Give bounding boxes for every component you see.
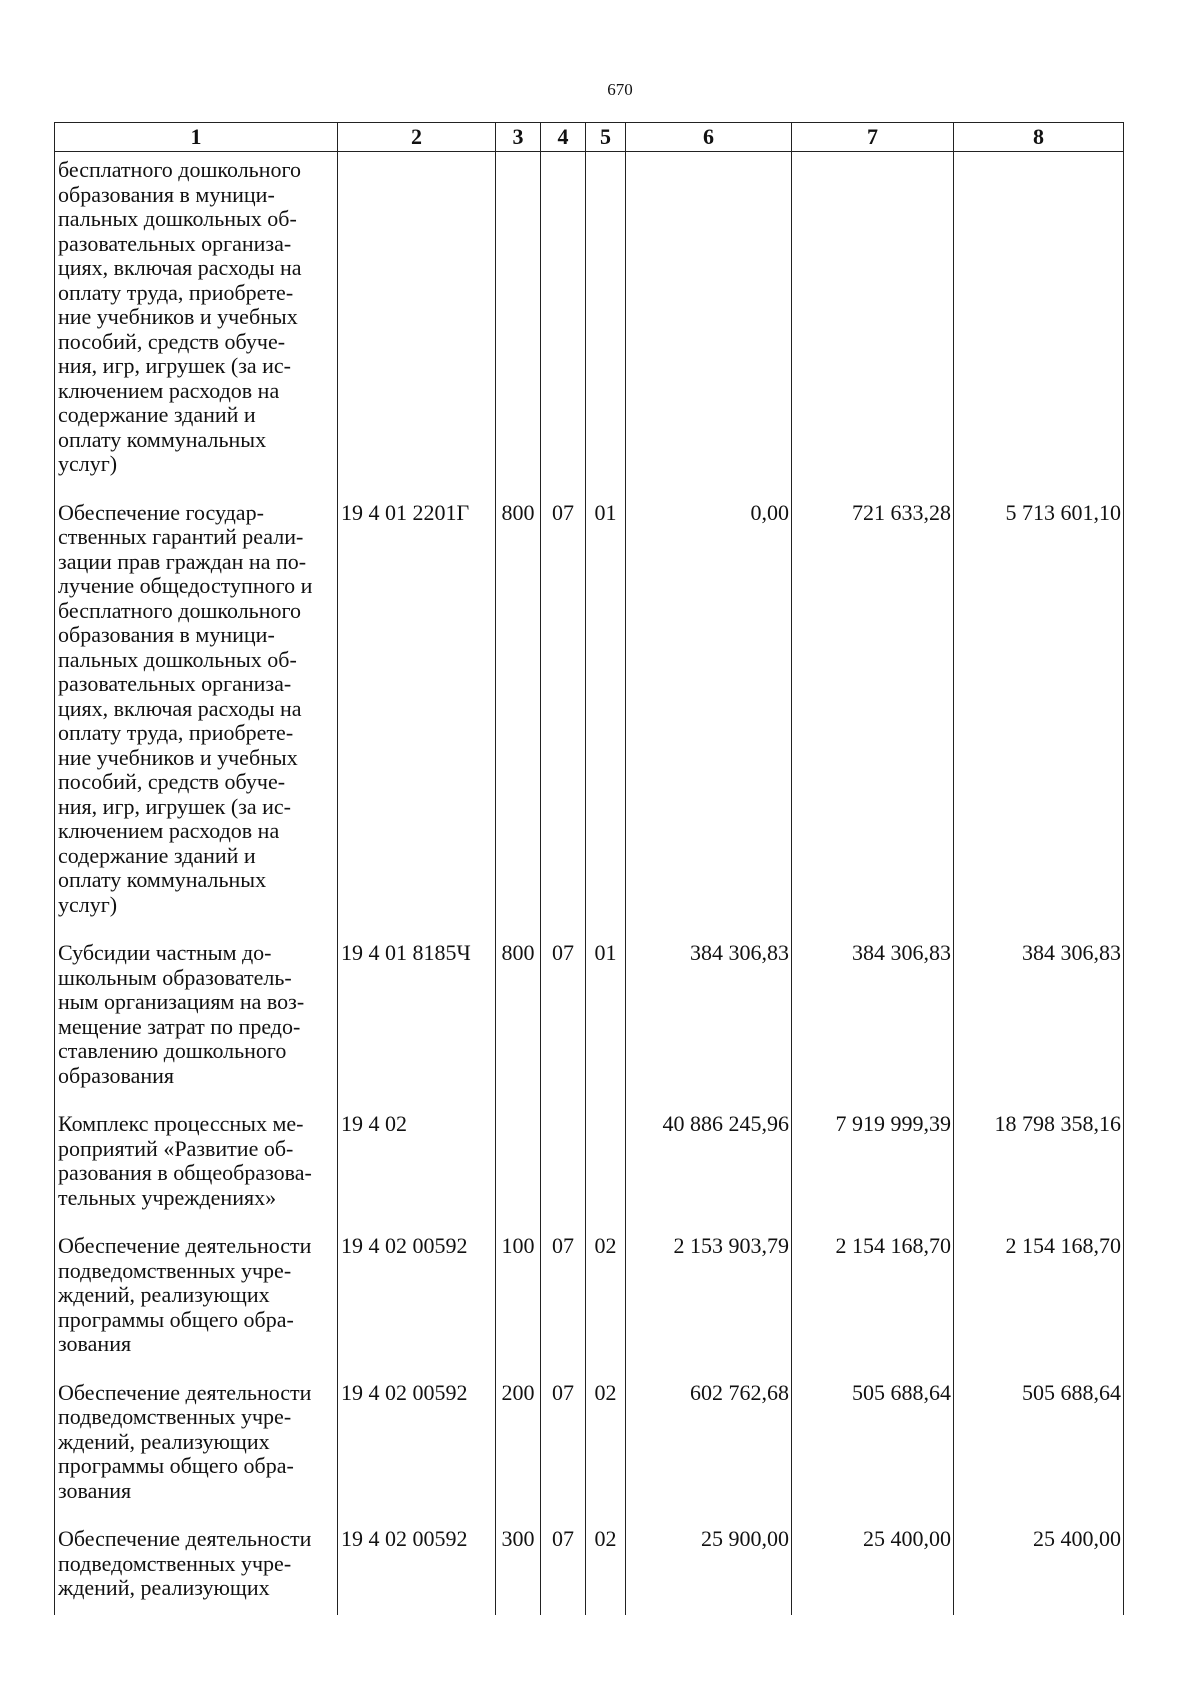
cell-subsection: 02: [586, 1523, 626, 1615]
cell-code: [338, 152, 496, 497]
cell-expense-type: 100: [496, 1230, 541, 1377]
cell-subsection: [586, 152, 626, 497]
column-header-7: 7: [792, 123, 954, 152]
cell-amount-7: 25 400,00: [792, 1523, 954, 1615]
cell-amount-6: 0,00: [626, 497, 792, 938]
cell-expense-type: 300: [496, 1523, 541, 1615]
cell-amount-8: 384 306,83: [954, 937, 1124, 1108]
cell-section: [541, 1108, 586, 1230]
cell-name: Обеспечение деятельности подведомственных учре- ждений, реализующих: [55, 1523, 338, 1615]
column-header-6: 6: [626, 123, 792, 152]
cell-code: 19 4 02 00592: [338, 1523, 496, 1615]
cell-amount-7: 7 919 999,39: [792, 1108, 954, 1230]
cell-name: Обеспечение деятельности подведомственных учре- ждений, реализующих программы общего обра- зования: [55, 1230, 338, 1377]
cell-expense-type: 800: [496, 937, 541, 1108]
cell-amount-6: 2 153 903,79: [626, 1230, 792, 1377]
cell-name: бесплатного дошкольного образования в муници- пальных дошкольных об- разовательных организа- циях, включая расходы на оплату труда, приобрете- ние учебников и учебных пособий, средств обуче- ния, игр, игрушек (за ис- ключением расходов на содержание зданий и оплату коммунальных услуг): [55, 152, 338, 497]
cell-amount-8: 505 688,64: [954, 1377, 1124, 1524]
table-row: [55, 152, 1124, 497]
cell-section: [541, 152, 586, 497]
cell-expense-type: 200: [496, 1377, 541, 1524]
cell-code: 19 4 02 00592: [338, 1230, 496, 1377]
cell-amount-7: 721 633,28: [792, 497, 954, 938]
table-row: [55, 497, 1124, 938]
cell-expense-type: 800: [496, 497, 541, 938]
cell-amount-8: 2 154 168,70: [954, 1230, 1124, 1377]
cell-amount-8: 25 400,00: [954, 1523, 1124, 1615]
cell-subsection: [586, 1108, 626, 1230]
cell-amount-6: 40 886 245,96: [626, 1108, 792, 1230]
page-number: 670: [607, 80, 633, 99]
cell-name: Субсидии частным до- школьным образователь- ным организациям на воз- мещение затрат по предо- ставлению дошкольного образования: [55, 937, 338, 1108]
cell-subsection: 01: [586, 497, 626, 938]
column-header-5: 5: [586, 123, 626, 152]
column-header-8: 8: [954, 123, 1124, 152]
cell-section: 07: [541, 1230, 586, 1377]
cell-subsection: 02: [586, 1377, 626, 1524]
table-row: [55, 1377, 1124, 1524]
cell-amount-7: [792, 152, 954, 497]
cell-amount-7: 2 154 168,70: [792, 1230, 954, 1377]
table-row: [55, 937, 1124, 1108]
table-body: [55, 152, 1124, 1615]
column-header-1: 1: [55, 123, 338, 152]
cell-expense-type: [496, 152, 541, 497]
table-row: [55, 1108, 1124, 1230]
cell-amount-8: 18 798 358,16: [954, 1108, 1124, 1230]
cell-section: 07: [541, 1523, 586, 1615]
cell-code: 19 4 01 2201Г: [338, 497, 496, 938]
cell-section: 07: [541, 937, 586, 1108]
cell-amount-8: [954, 152, 1124, 497]
cell-amount-6: 384 306,83: [626, 937, 792, 1108]
cell-amount-6: [626, 152, 792, 497]
cell-section: 07: [541, 497, 586, 938]
cell-subsection: 02: [586, 1230, 626, 1377]
cell-name: Комплекс процессных ме- роприятий «Развитие об- разования в общеобразова- тельных учреждениях»: [55, 1108, 338, 1230]
cell-amount-8: 5 713 601,10: [954, 497, 1124, 938]
table-row: [55, 1230, 1124, 1377]
column-header-3: 3: [496, 123, 541, 152]
cell-name: Обеспечение государ- ственных гарантий реали- зации прав граждан на по- лучение общедоступного и бесплатного дошкольного образования в муници- пальных дошкольных об- разовательных организа- циях, включая расходы на оплату труда, приобрете- ние учебников и учебных пособий, средств обуче- ния, игр, игрушек (за ис- ключением расходов на содержание зданий и оплату коммунальных услуг): [55, 497, 338, 938]
cell-name: Обеспечение деятельности подведомственных учре- ждений, реализующих программы общего обра- зования: [55, 1377, 338, 1524]
cell-code: 19 4 02: [338, 1108, 496, 1230]
cell-subsection: 01: [586, 937, 626, 1108]
cell-amount-7: 384 306,83: [792, 937, 954, 1108]
table-row: [55, 1523, 1124, 1615]
cell-code: 19 4 01 8185Ч: [338, 937, 496, 1108]
column-header-2: 2: [338, 123, 496, 152]
cell-amount-6: 25 900,00: [626, 1523, 792, 1615]
header-row: [55, 123, 1124, 152]
cell-expense-type: [496, 1108, 541, 1230]
cell-amount-7: 505 688,64: [792, 1377, 954, 1524]
column-header-4: 4: [541, 123, 586, 152]
budget-table: [54, 122, 1124, 1615]
cell-amount-6: 602 762,68: [626, 1377, 792, 1524]
cell-section: 07: [541, 1377, 586, 1524]
cell-code: 19 4 02 00592: [338, 1377, 496, 1524]
